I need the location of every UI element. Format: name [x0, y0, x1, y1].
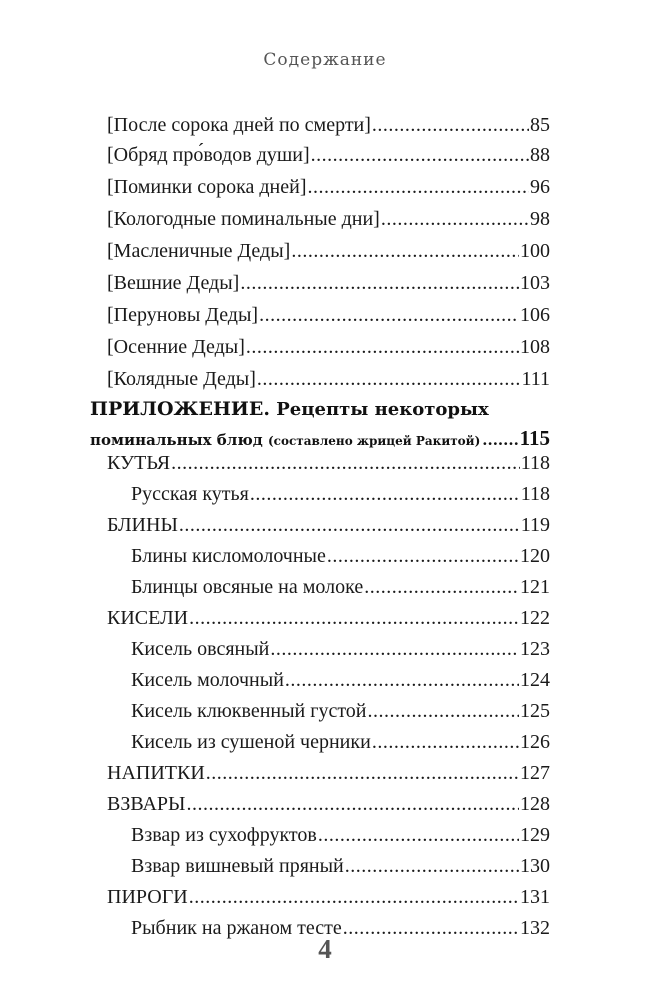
- toc-section-entry: [107, 758, 550, 789]
- toc-entry-title: КУТЬЯ: [107, 452, 171, 474]
- toc-subentry: [107, 696, 550, 727]
- toc-entry: [107, 299, 550, 331]
- toc-entry-page: 119: [520, 514, 550, 536]
- toc-subentry: [107, 851, 550, 882]
- toc-entry-page: 122: [520, 607, 550, 629]
- toc-entry-title: Кисель из сушеной черники: [131, 731, 371, 753]
- toc-entry-page: 98: [530, 208, 550, 230]
- toc-section-entry: [107, 448, 550, 479]
- appendix-heading: [90, 394, 550, 452]
- toc-leader: [189, 882, 519, 913]
- toc-leader: [308, 171, 530, 203]
- page-number: 4: [318, 934, 332, 964]
- toc-entry-title: Рыбник на ржаном тесте: [131, 917, 342, 939]
- toc-leader: [372, 111, 529, 139]
- toc-entry-page: 85: [530, 114, 550, 136]
- toc-leader: [372, 727, 519, 758]
- toc-entry-title: Взвар из сухофруктов: [131, 824, 317, 846]
- toc-entry-title: Кисель молочный: [131, 669, 284, 691]
- appendix-heading-line1: [90, 394, 550, 424]
- toc-leader: [364, 572, 519, 603]
- toc-entry-page: 103: [520, 272, 550, 294]
- toc-entry-title: [Масленичные Деды]: [107, 240, 291, 262]
- toc-entry-page: 106: [520, 304, 550, 326]
- toc-entry-page: 100: [520, 240, 550, 262]
- toc-entry-title: ВЗВАРЫ: [107, 793, 186, 815]
- toc-subentry: [107, 665, 550, 696]
- toc-entry-page: 96: [530, 176, 550, 198]
- toc-entry-page: 129: [520, 824, 550, 846]
- toc-section-entry: [107, 882, 550, 913]
- toc-entry-page: 118: [520, 483, 550, 505]
- toc-entry-page: 111: [521, 368, 550, 390]
- appendix-heading-caps: ПРИЛОЖЕНИЕ.: [90, 398, 270, 420]
- toc-leader: [186, 789, 519, 820]
- toc-entry-title: [Кологодные поминальные дни]: [107, 208, 380, 230]
- running-head: Содержание: [263, 50, 387, 70]
- toc-section-entry: [107, 510, 550, 541]
- toc-subentry: [107, 634, 550, 665]
- toc-subentry: [107, 820, 550, 851]
- toc-list-part2: [107, 448, 550, 944]
- toc-entry: [107, 363, 550, 395]
- toc-entry-title: [После сорока дней по смерти]: [107, 114, 371, 136]
- toc-entry-title: Взвар вишневый пряный: [131, 855, 344, 877]
- toc-entry-page: 132: [520, 917, 550, 939]
- toc-entry: [107, 139, 550, 171]
- toc-leader: [311, 139, 529, 171]
- toc-entry-page: 88: [530, 144, 550, 166]
- toc-leader: [381, 203, 529, 235]
- toc-entry-title: КИСЕЛИ: [107, 607, 189, 629]
- toc-entry: [107, 203, 550, 235]
- toc-entry-title: [Поминки сорока дней]: [107, 176, 307, 198]
- toc-entry-page: 131: [520, 886, 550, 908]
- toc-leader: [246, 331, 519, 363]
- toc-leader: [189, 603, 519, 634]
- toc-entry-title: [Перуновы Деды]: [107, 304, 259, 326]
- appendix-note: (составлено жрицей Ракитой): [267, 434, 481, 448]
- toc-entry-title: [Осенние Деды]: [107, 336, 245, 358]
- toc-entry-page: 130: [520, 855, 550, 877]
- toc-leader: [291, 235, 519, 267]
- toc-entry-page: 127: [520, 762, 550, 784]
- toc-entry-title: Русская кутья: [131, 483, 249, 505]
- toc-leader: [240, 267, 519, 299]
- toc-leader: [345, 851, 519, 882]
- toc-entry-page: 118: [520, 452, 550, 474]
- toc-entry-title: [Колядные Деды]: [107, 368, 256, 390]
- toc-leader: [327, 541, 519, 572]
- toc-entry: [107, 331, 550, 363]
- toc-entry-title: Блинцы овсяные на молоке: [131, 576, 364, 598]
- toc-leader: [257, 363, 521, 395]
- toc-entry: [107, 171, 550, 203]
- toc-list-part1: [107, 111, 550, 395]
- toc-entry-page: 126: [520, 731, 550, 753]
- toc-subentry: [107, 572, 550, 603]
- toc-entry-title: [Вешние Деды]: [107, 272, 240, 294]
- toc-section-entry: [107, 789, 550, 820]
- toc-entry-title: ПИРОГИ: [107, 886, 188, 908]
- toc-subentry: [107, 479, 550, 510]
- toc-leader: [270, 634, 519, 665]
- toc-entry-page: 121: [520, 576, 550, 598]
- toc-leader: [206, 758, 519, 789]
- toc-entry-page: 128: [520, 793, 550, 815]
- toc-leader: [259, 299, 519, 331]
- toc-leader: [318, 820, 519, 851]
- toc-leader: [179, 510, 520, 541]
- toc-leader: [368, 696, 519, 727]
- toc-entry-page: 108: [520, 336, 550, 358]
- toc-leader: [171, 448, 520, 479]
- toc-leader: [250, 479, 520, 510]
- toc-entry-title: НАПИТКИ: [107, 762, 205, 784]
- toc-entry-page: 120: [520, 545, 550, 567]
- toc-entry-title: БЛИНЫ: [107, 514, 178, 536]
- toc-entry-page: 124: [520, 669, 550, 691]
- toc-subentry: [107, 541, 550, 572]
- toc-entry: [107, 111, 550, 139]
- toc-entry-title: [Обряд про́водов души]: [107, 144, 310, 166]
- appendix-subtitle-part2: поминальных блюд: [90, 431, 263, 449]
- toc-section-entry: [107, 603, 550, 634]
- toc-entry-page: 123: [520, 638, 550, 660]
- toc-entry-title: Кисель клюквенный густой: [131, 700, 367, 722]
- toc-leader: [285, 665, 519, 696]
- toc-entry-title: Кисель овсяный: [131, 638, 270, 660]
- toc-entry: [107, 267, 550, 299]
- appendix-page: 115: [519, 426, 550, 450]
- toc-entry: [107, 235, 550, 267]
- toc-entry-page: 125: [520, 700, 550, 722]
- toc-entry-title: Блины кисломолочные: [131, 545, 326, 567]
- toc-subentry: [107, 727, 550, 758]
- appendix-subtitle-part1: Рецепты некоторых: [276, 399, 489, 420]
